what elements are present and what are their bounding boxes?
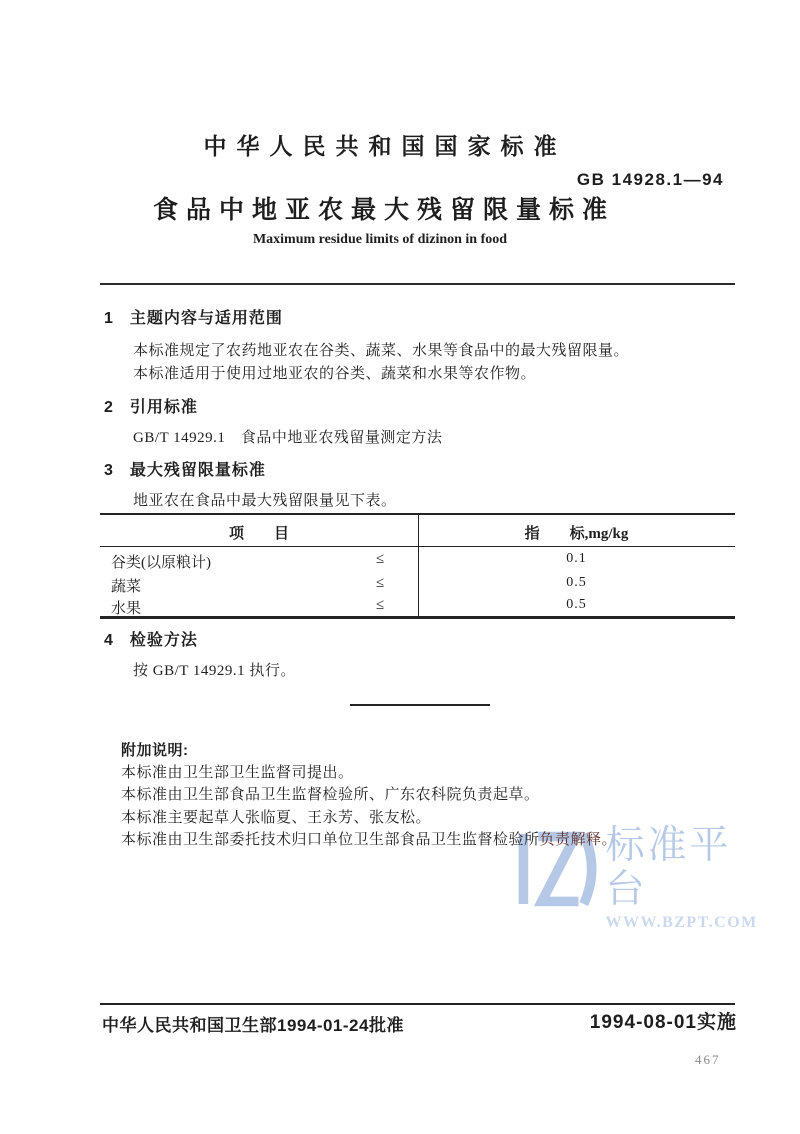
table-row-item: 水果 [111,601,142,617]
section-3-heading [104,457,266,480]
less-equal-symbol: ≤ [376,575,385,591]
table-row-value: 0.5 [566,597,587,612]
section-3-number: 3 [104,462,113,479]
section-4-title: 检验方法 [129,632,198,649]
table-header-rule [100,546,735,547]
section-3-paragraph: 地亚农在食品中最大残留限量见下表。 [133,493,397,509]
document-title-english: Maximum residue limits of dizinon in food [252,232,508,247]
table-header-value: 指 标,mg/kg [524,526,629,542]
less-equal-symbol: ≤ [376,551,385,567]
section-2-title: 引用标准 [129,399,198,416]
end-of-text-divider [350,704,490,706]
watermark-text-column [606,824,762,932]
watermark-name: 标准平台 [605,824,732,911]
section-1-title: 主题内容与适用范围 [129,310,283,327]
section-3-title: 最大残留限量标准 [129,462,266,479]
series-title: 中华人民共和国国家标准 [203,133,567,159]
header-rule [100,283,735,285]
implementation-date: 1994-08-01实施 [589,1012,737,1033]
residue-limits-table [100,513,735,619]
appendix-line-1: 本标准由卫生部卫生监督司提出。 [121,765,354,781]
less-equal-symbol: ≤ [376,597,385,613]
section-4-heading [104,627,198,650]
section-4-paragraph: 按 GB/T 14929.1 执行。 [133,663,296,679]
table-row-item: 谷类(以原粮计) [111,555,211,571]
appendix-line-2: 本标准由卫生部食品卫生监督检验所、广东农科院负责起草。 [121,787,540,803]
table-row-item: 蔬菜 [111,579,142,595]
table-row-value: 0.5 [566,575,587,590]
watermark-url: WWW.BZPT.COM [605,914,758,931]
document-title: 食品中地亚农最大残留限量标准 [152,196,615,224]
section-4-number: 4 [104,632,113,649]
section-2-number: 2 [104,399,113,416]
table-header-item: 项 目 [228,526,289,542]
appendix-line-4-highlight: 负责解释。 [539,832,618,848]
appendix-line-3: 本标准主要起草人张临夏、王永芳、张友松。 [121,810,432,826]
appendix-heading: 附加说明: [121,742,189,759]
section-1-paragraph-2: 本标准适用于使用过地亚农的谷类、蔬菜和水果等农作物。 [133,366,537,382]
section-1-paragraph-1: 本标准规定了农药地亚农在谷类、蔬菜、水果等食品中的最大残留限量。 [133,343,630,359]
section-1-heading [104,305,283,328]
section-2-reference: GB/T 14929.1 食品中地亚农残留量测定方法 [133,430,443,446]
section-2-heading [104,394,198,417]
page-number: 467 [695,1052,721,1067]
approval-date: 中华人民共和国卫生部1994-01-24批准 [102,1016,404,1035]
section-1-number: 1 [104,310,113,327]
appendix-line-4 [121,828,617,849]
appendix-line-4-prefix: 本标准由卫生部委托技术归口单位卫生部食品卫生监督检验所 [121,832,540,848]
table-row-value: 0.1 [566,551,587,566]
footer-rule [100,1003,735,1005]
standard-code: GB 14928.1—94 [576,170,724,189]
